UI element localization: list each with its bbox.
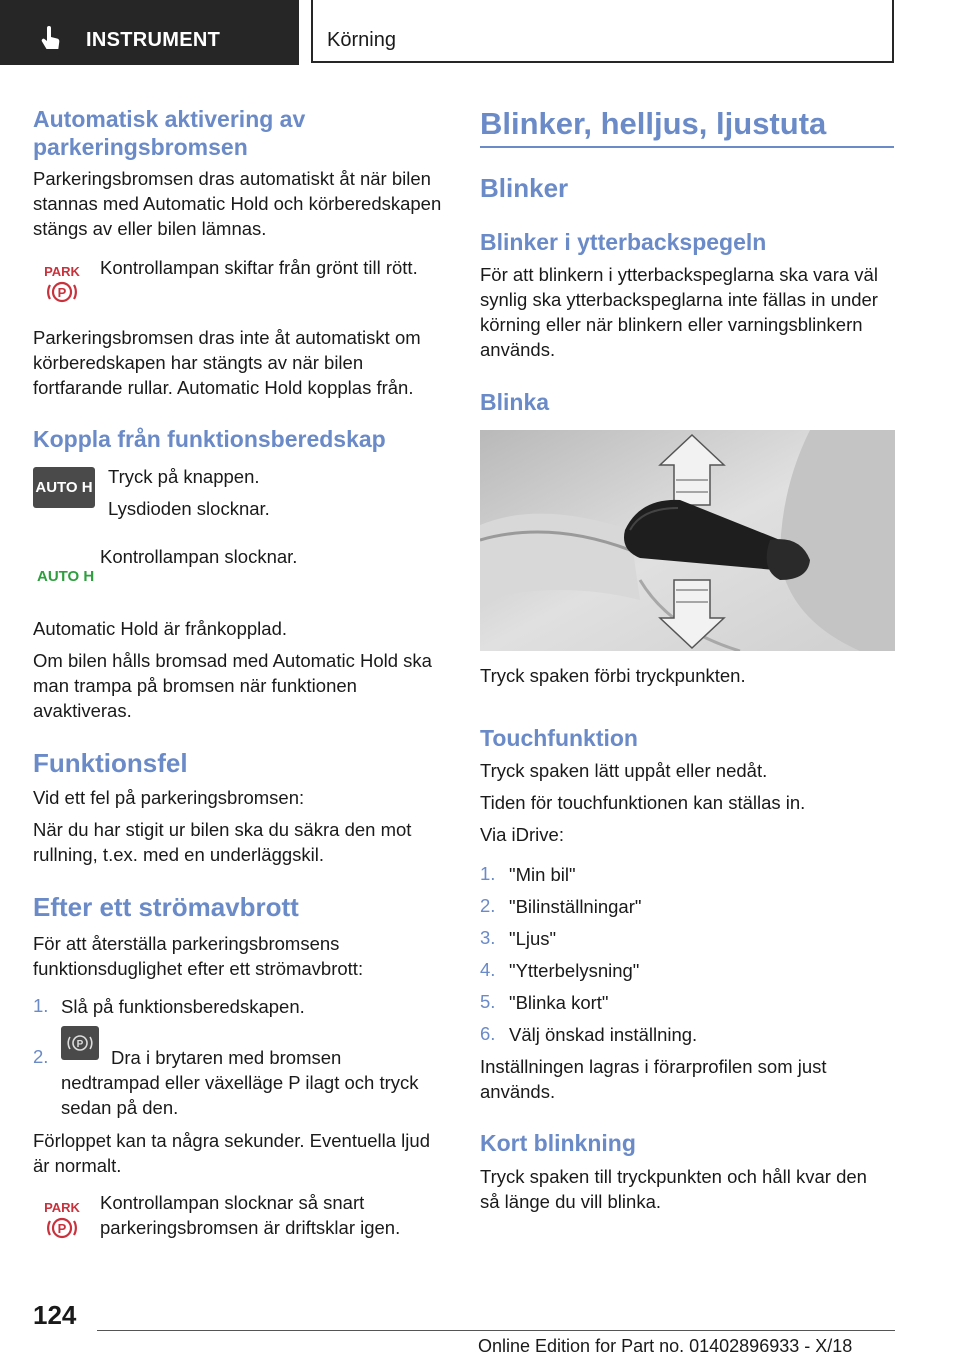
menu-step-text: "Ljus" (509, 928, 557, 949)
heading-blinker: Blinker (480, 173, 569, 203)
menu-step-number: 2. (480, 895, 496, 916)
malfunction-advice: När du har stigit ur bilen ska du säkra den mot rullning, t.ex. med en underläggskil. (33, 819, 412, 865)
chapter-title: Körning (327, 29, 396, 51)
menu-step-text: "Ytterbelysning" (509, 960, 640, 981)
auto-h-button-icon: AUTO H (33, 467, 95, 508)
heading-disable-readiness: Koppla från funktionsberedskap (33, 426, 386, 452)
touch-text-2: Tiden för touchfunktionen kan ställas in. (480, 792, 806, 813)
park-brake-warning-icon (40, 264, 84, 304)
svg-text:PARK: PARK (44, 1200, 80, 1215)
heading-mirror-blinker: Blinker i ytterbackspegeln (480, 229, 767, 255)
header-section-tab (0, 0, 299, 65)
heading-power-failure: Efter ett strömavbrott (33, 892, 299, 922)
menu-step-number: 4. (480, 959, 496, 980)
led-off-text: Lysdioden slocknar. (108, 498, 270, 519)
press-button-text: Tryck på knappen. (108, 466, 260, 487)
menu-step-number: 1. (480, 863, 496, 884)
auto-hold-brake-text: Om bilen hålls bromsad med Automatic Hold ska man trampa på bromsen när funktionen avaktiveras. (33, 650, 432, 721)
auto-hold-off-text: Automatic Hold är frånkopplad. (33, 618, 287, 639)
process-note: Förloppet kan ta några sekunder. Eventuella ljud är normalt. (33, 1130, 430, 1176)
step-text: Slå på funktionsberedskapen. (61, 996, 305, 1017)
indicator-off-text: Kontrollampan slocknar. (100, 546, 298, 567)
touch-text-1: Tryck spaken lätt uppåt eller nedåt. (480, 760, 768, 781)
heading-malfunction: Funktionsfel (33, 748, 188, 778)
footer-rule (97, 1330, 895, 1331)
menu-step-text: "Bilinställningar" (509, 896, 642, 917)
page-number: 124 (33, 1300, 77, 1330)
image-caption: Tryck spaken förbi tryckpunkten. (480, 665, 746, 686)
heading-rule (480, 146, 894, 148)
svg-text:P: P (57, 1221, 67, 1236)
via-idrive-text: Via iDrive: (480, 824, 564, 845)
park-lamp-note-2: Kontrollampan slocknar så snart parkeringsbromsen är driftsklar igen. (100, 1192, 401, 1238)
short-blink-text: Tryck spaken till tryckpunkten och håll kvar den så länge du vill blinka. (480, 1166, 867, 1212)
park-lamp-note-1: Kontrollampan skiftar från grönt till rött. (100, 257, 418, 278)
svg-text:PARK: PARK (44, 264, 80, 279)
footer-edition: Online Edition for Part no. 01402896933 - X/18 (478, 1336, 853, 1356)
power-failure-intro: För att återställa parkeringsbromsens funktionsduglighet efter ett strömavbrott: (33, 933, 364, 979)
turn-signal-lever-image (480, 430, 895, 651)
mirror-blinker-text: För att blinkern i ytterbackspeglarna ska vara väl synlig ska ytterbackspeglarna inte fällas in under körning eller när blinkern eller varningsblinkern används. (480, 264, 878, 360)
step-text: Dra i brytaren med bromsen nedtrampad eller växelläge P ilagt och tryck sedan på den. (61, 1047, 419, 1118)
menu-step-number: 5. (480, 991, 496, 1012)
step-number: 2. (33, 1046, 49, 1067)
paragraph-auto-not-applied: Parkeringsbromsen dras inte åt automatiskt om körberedskapen har stängts av när bilen fortfarande rullar. Automatic Hold kopplas från. (33, 327, 421, 398)
setting-saved-text: Inställningen lagras i förarprofilen som just används. (480, 1056, 827, 1102)
step-number: 1. (33, 995, 49, 1016)
menu-step-number: 6. (480, 1023, 496, 1044)
hand-pointer-icon (38, 26, 64, 52)
auto-h-indicator-icon: AUTO H (37, 568, 95, 585)
malfunction-intro: Vid ett fel på parkeringsbromsen: (33, 787, 305, 808)
menu-step-text: Välj önskad inställning. (509, 1024, 698, 1045)
menu-step-text: "Blinka kort" (509, 992, 609, 1013)
menu-step-text: "Min bil" (509, 864, 576, 885)
svg-text:P: P (57, 285, 67, 300)
svg-text:P: P (76, 1039, 84, 1050)
paragraph-auto-activation: Parkeringsbromsen dras automatiskt åt när bilen stannas med Automatic Hold och körberedskapen stängs av eller bilen lämnas. (33, 168, 442, 239)
heading-short-blink: Kort blinkning (480, 1130, 636, 1156)
park-brake-warning-icon (40, 1200, 84, 1240)
page-main-heading: Blinker, helljus, ljustuta (480, 106, 827, 141)
heading-touch: Touchfunktion (480, 725, 638, 751)
heading-blinka: Blinka (480, 389, 550, 415)
menu-step-number: 3. (480, 927, 496, 948)
section-title: INSTRUMENT (86, 29, 221, 51)
heading-auto-activation: Automatisk aktivering av parkeringsbromsen (33, 106, 306, 160)
header-chapter-tab (311, 0, 894, 63)
